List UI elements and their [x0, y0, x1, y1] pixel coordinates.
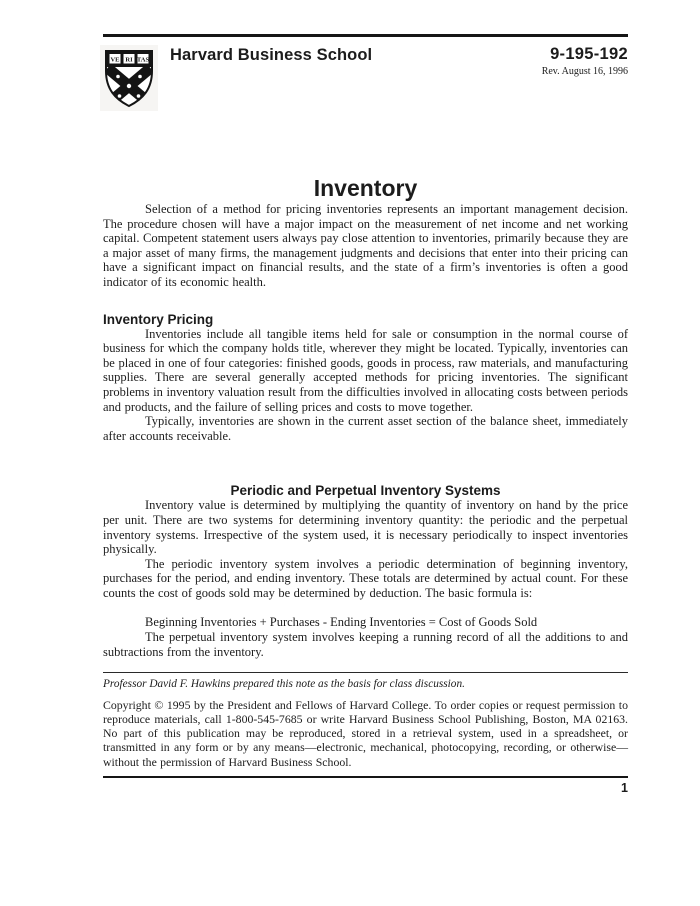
- revision-date: Rev. August 16, 1996: [541, 66, 628, 77]
- header-left: [103, 45, 372, 111]
- section2-paragraph-3: The perpetual inventory system involves keeping a running record of all the additions to and subtractions from the inventory.: [103, 630, 628, 659]
- section2-paragraph-2: The periodic inventory system involves a periodic determination of beginning inventory, purchases for the period, and ending inventory. These totals are determined by actual count. For these counts the cost of goods sold may be determined by deduction. The basic formula is:: [103, 556, 628, 600]
- header-right: [542, 45, 628, 77]
- svg-text:VE: VE: [110, 56, 120, 64]
- page-title: Inventory: [313, 175, 418, 201]
- section-heading-periodic-perpetual: Periodic and Perpetual Inventory Systems: [230, 483, 501, 499]
- footer-rule: [103, 776, 628, 778]
- svg-text:TAS: TAS: [136, 56, 150, 64]
- hbs-shield-icon: [100, 45, 158, 111]
- school-name: Harvard Business School: [170, 46, 373, 64]
- section2-paragraph-1: Inventory value is determined by multiplying the quantity of inventory on hand by the price per unit. There are two systems for determining inventory quantity: the periodic and the perpetual inventory systems. Irrespective of the system used, it is necessary periodically to inspect inventories physically.: [103, 498, 628, 557]
- page-number: 1: [621, 780, 628, 795]
- section1-paragraph-2: Typically, inventories are shown in the current asset section of the balance sheet, immediately after accounts receivable.: [103, 414, 628, 443]
- intro-paragraph: Selection of a method for pricing inventories represents an important management decision. The procedure chosen will have a major impact on the measurement of net income and net working capital. Competent statement users always pay close attention to inventories, primarily because they are a major asset of many firms, the management judgments and decisions that enter into their pricing can have a significant impact on financial results, and the state of a firm’s inventories is often a good indicator of its economic health.: [103, 202, 628, 289]
- document-number: 9-195-192: [550, 45, 628, 63]
- page-header: [103, 45, 628, 115]
- copyright-notice: Copyright © 1995 by the President and Fellows of Harvard College. To order copies or request permission to reproduce materials, call 1-800-545-7685 or write Harvard Business School Publishing, Boston, MA 02163. No part of this publication may be reproduced, stored in a retrieval system, used in a spreadsheet, or transmitted in any form or by any means—electronic, mechanical, photocopying, recording, or otherwise—without the permission of Harvard Business School.: [103, 697, 628, 769]
- author-attribution: Professor David F. Hawkins prepared this note as the basis for class discussion.: [103, 678, 465, 691]
- section1-paragraph-1: Inventories include all tangible items held for sale or consumption in the normal course of business for which the company holds title, wherever they might be located. Typically, inventories can be placed in one of four categories: finished goods, goods in process, raw materials, and manufacturing supplies. There are several generally accepted methods for pricing inventories. The significant problems in inventory valuation result from the difficulties involved in allocating costs between periods and products, and the failure of selling prices and costs to move together.: [103, 326, 628, 414]
- cogs-formula: Beginning Inventories + Purchases - Ending Inventories = Cost of Goods Sold: [145, 615, 538, 630]
- footnote-rule: [103, 672, 628, 673]
- section-heading-inventory-pricing: Inventory Pricing: [103, 311, 214, 327]
- header-rule: [103, 34, 628, 37]
- svg-text:RI: RI: [125, 56, 133, 64]
